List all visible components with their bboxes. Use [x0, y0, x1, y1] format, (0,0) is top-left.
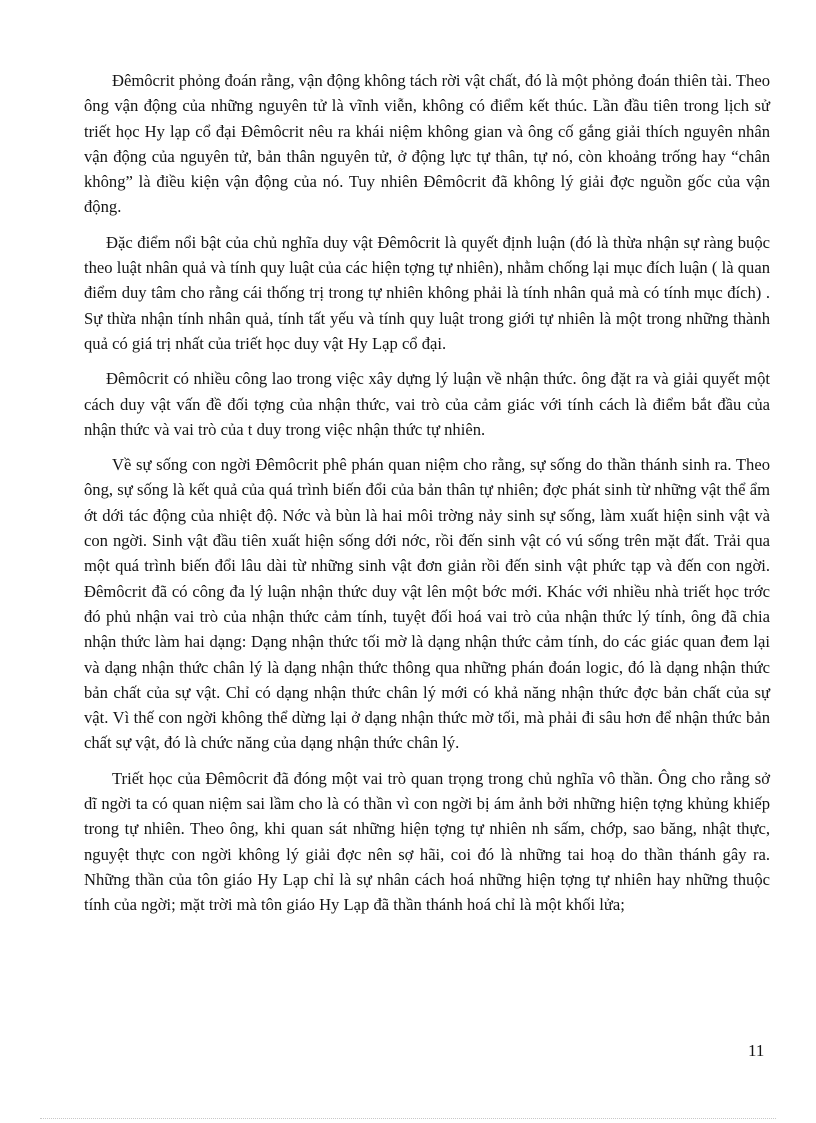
paragraph: Triết học của Đêmôcrit đã đóng một vai trò quan trọng trong chủ nghĩa vô thần. Ông cho rằng sở dĩ ngời ta có quan niệm sai lầm cho là có thần vì con ngời bị ám ảnh bởi những hiện tợng khủng khiếp trong tự nhiên. Theo ông, khi quan sát những hiện tợng tự nhiên nh sấm, chớp, sao băng, nhật thực, nguyệt thực con ngời không lý giải đợc nên sợ hãi, coi đó là những tai hoạ do thần thánh gây ra. Những thần của tôn giáo Hy Lạp chỉ là sự nhân cách hoá những hiện tợng tự nhiên hay những thuộc tính của ngời; mặt trời mà tôn giáo Hy Lạp đã thần thánh hoá chỉ là một khối lửa; [84, 768, 770, 915]
paragraph: Đêmôcrit phỏng đoán rằng, vận động không tách rời vật chất, đó là một phỏng đoán thiên tài. Theo ông vận động của những nguyên tử là vĩnh viễn, không có điểm kết thúc. Lần đầu tiên trong lịch sử triết học Hy lạp cổ đại Đêmôcrit nêu ra khái niệm không gian và ông cố gắng giải thích nguyên nhân vận động của nguyên tử, bản thân nguyên tử, ở động lực tự thân, tự nó, còn khoảng trống hay “chân không” là điều kiện vận động của nó. Tuy nhiên Đêmôcrit đã không lý giải đợc nguồn gốc của vận động. [84, 71, 770, 217]
page-number: 11 [748, 1041, 765, 1060]
document-body [84, 68, 770, 928]
paragraph: Đặc điểm nổi bật của chủ nghĩa duy vật Đêmôcrit là quyết định luận (đó là thừa nhận sự ràng buộc theo luật nhân quả và tính quy luật của các hiện tợng tự nhiên), nhằm chống lại mục đích luận ( là quan điểm duy tâm cho rằng cái thống trị trong tự nhiên không phải là tính nhân quả mà có tính mục đích) . Sự thừa nhận tính nhân quả, tính tất yếu và tính quy luật trong giới tự nhiên là một trong những thành quả có giá trị nhất của triết học duy vật Hy Lạp cổ đại. [84, 232, 770, 353]
paragraph: Về sự sống con ngời Đêmôcrit phê phán quan niệm cho rằng, sự sống do thần thánh sinh ra. Theo ông, sự sống là kết quả của quá trình biến đổi của bản thân tự nhiên; đợc phát sinh từ những vật thể ẩm ớt dới tác động của nhiệt độ. Nớc và bùn là hai môi trờng nảy sinh sự sống, làm xuất hiện sinh vật và con ngời. Sinh vật đầu tiên xuất hiện sống dới nớc, rồi đến sinh vật có vú sống trên mặt đất. Trải qua một quá trình biến đổi lâu dài từ những sinh vật đơn giản rồi đến sinh vật phức tạp và đến con ngời. Đêmôcrit đã có công đa lý luận nhận thức duy vật lên một bớc mới. Khác với nhiều nhà triết học trớc đó phủ nhận vai trò của nhận thức cảm tính, tuyệt đối hoá vai trò của nhận thức lý tính, ông đã chia nhận thức làm hai dạng: Dạng nhận thức tối mờ là dạng nhận thức cảm tính, do các giác quan đem lại và dạng nhận thức chân lý là dạng nhận thức thông qua những phán đoán logic, đó là dạng nhận thức bản chất của sự vật. Chỉ có dạng nhận thức chân lý mới có khả năng nhận thức đợc bản chất của sự vật. Vì thế con ngời không thể dừng lại ở dạng nhận thức mờ tối, mà phải đi sâu hơn để nhận thức bản chất sự vật, đó là chức năng của dạng nhận thức chân lý. [84, 455, 770, 753]
paragraph: Đêmôcrit có nhiều công lao trong việc xây dựng lý luận về nhận thức. ông đặt ra và giải quyết một cách duy vật vấn đề đối tợng của nhận thức, vai trò của cảm giác với tính cách là điểm bắt đầu của nhận thức và vai trò của t duy trong việc nhận thức tự nhiên. [84, 369, 770, 439]
footer-divider [40, 1118, 776, 1119]
